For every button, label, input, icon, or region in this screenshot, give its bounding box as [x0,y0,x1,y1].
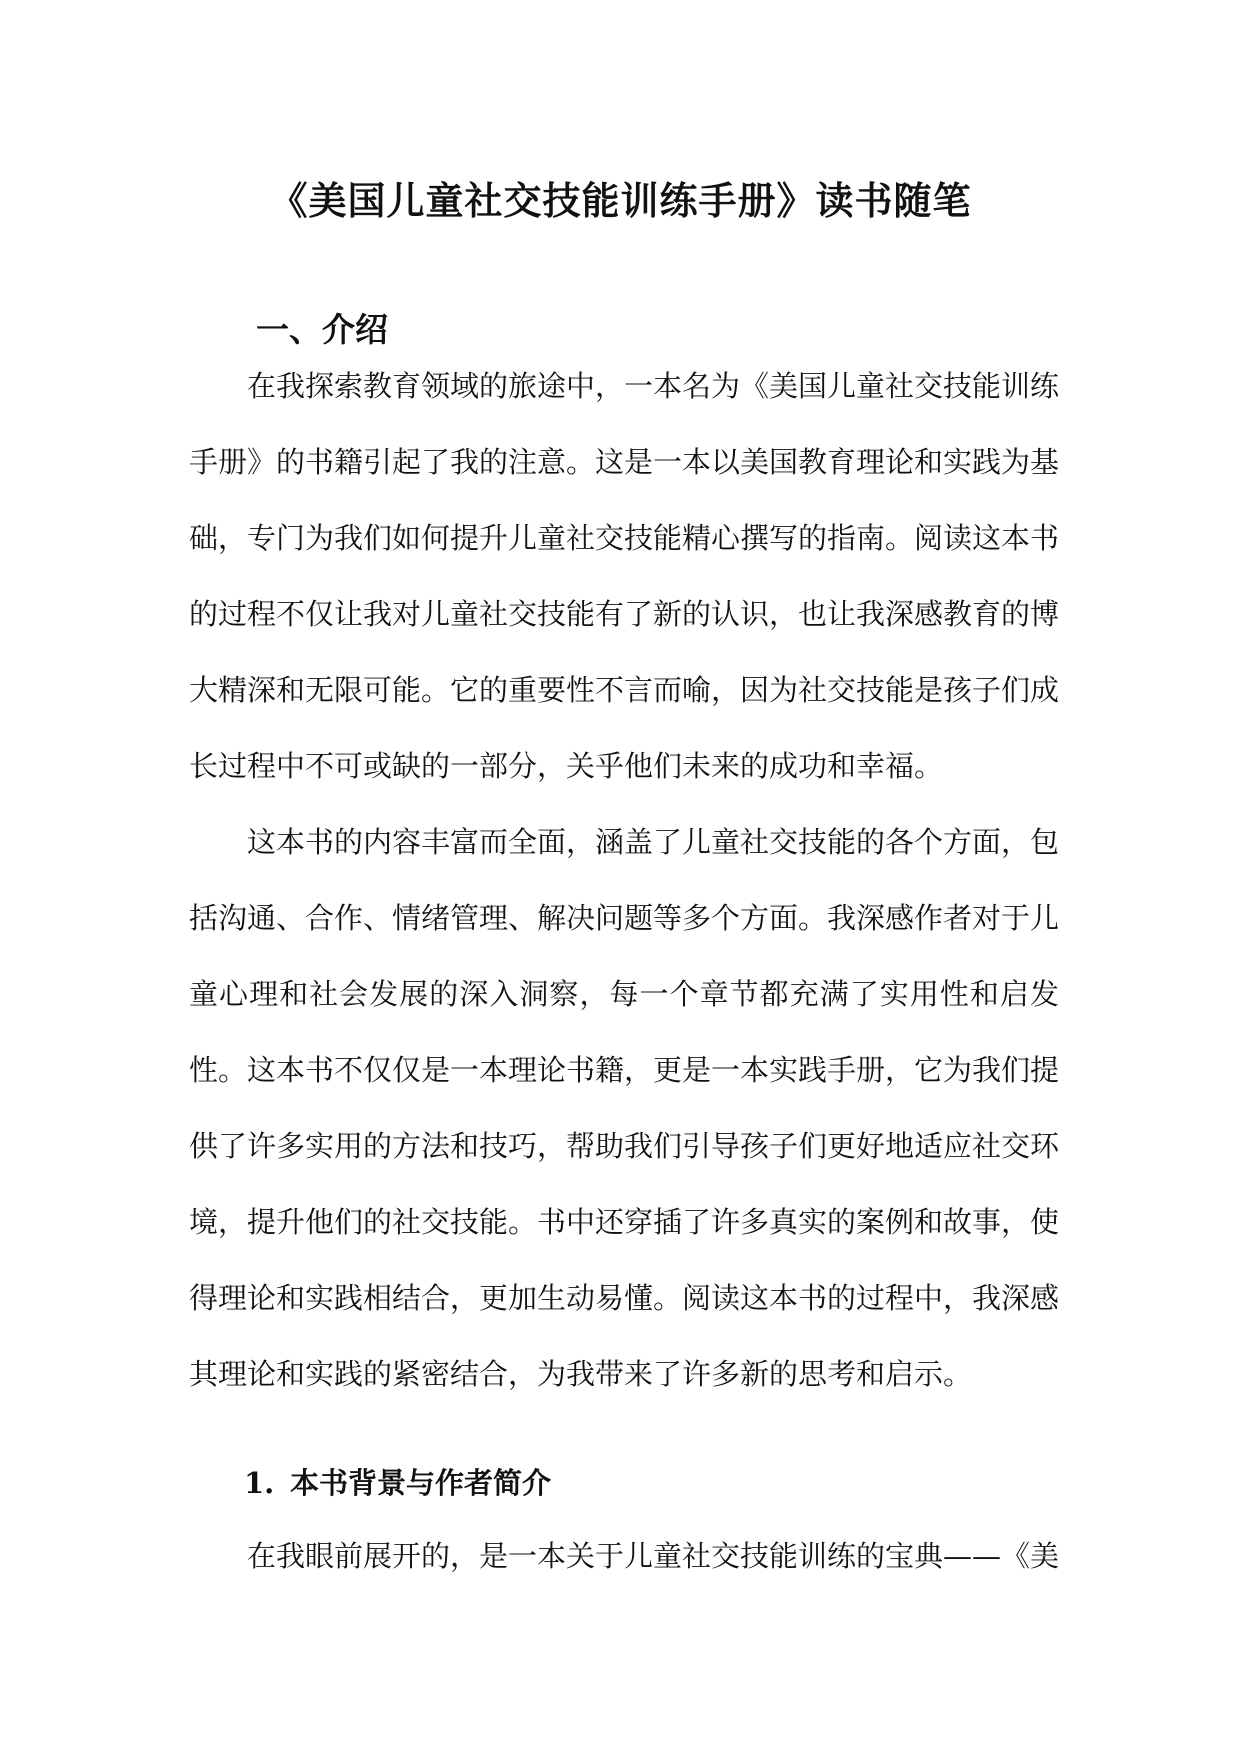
subsection-title: 本书背景与作者简介 [290,1466,552,1500]
paragraph: 在我探索教育领域的旅途中，一本名为《美国儿童社交技能训练手册》的书籍引起了我的注意。这是一本以美国教育理论和实践为基础，专门为我们如何提升儿童社交技能精心撰写的指南。阅读这本书的过程不仅让我对儿童社交技能有了新的认识，也让我深感教育的博大精深和无限可能。它的重要性不言而喻，因为社交技能是孩子们成长过程中不可或缺的一部分，关乎他们未来的成功和幸福。 [189,369,1060,783]
content-paragraph-block [189,804,1059,1412]
background-paragraph-block [189,1518,1059,1594]
subsection-number: 1. [244,1466,275,1500]
paragraph: 这本书的内容丰富而全面，涵盖了儿童社交技能的各个方面，包括沟通、合作、情绪管理、解决问题等多个方面。我深感作者对于儿童心理和社会发展的深入洞察，每一个章节都充满了实用性和启发性。这本书不仅仅是一本理论书籍，更是一本实践手册，它为我们提供了许多实用的方法和技巧，帮助我们引导孩子们更好地适应社交环境，提升他们的社交技能。书中还穿插了许多真实的案例和故事，使得理论和实践相结合，更加生动易懂。阅读这本书的过程中，我深感其理论和实践的紧密结合，为我带来了许多新的思考和启示。 [189,825,1060,1391]
subsection-heading-background [244,1460,551,1506]
document-title: 《美国儿童社交技能训练手册》读书随笔 [269,178,972,224]
intro-paragraph-block [189,348,1059,804]
section-heading-introduction: 一、介绍 [256,310,388,350]
paragraph: 在我眼前展开的，是一本关于儿童社交技能训练的宝典——《美 [247,1539,1060,1573]
